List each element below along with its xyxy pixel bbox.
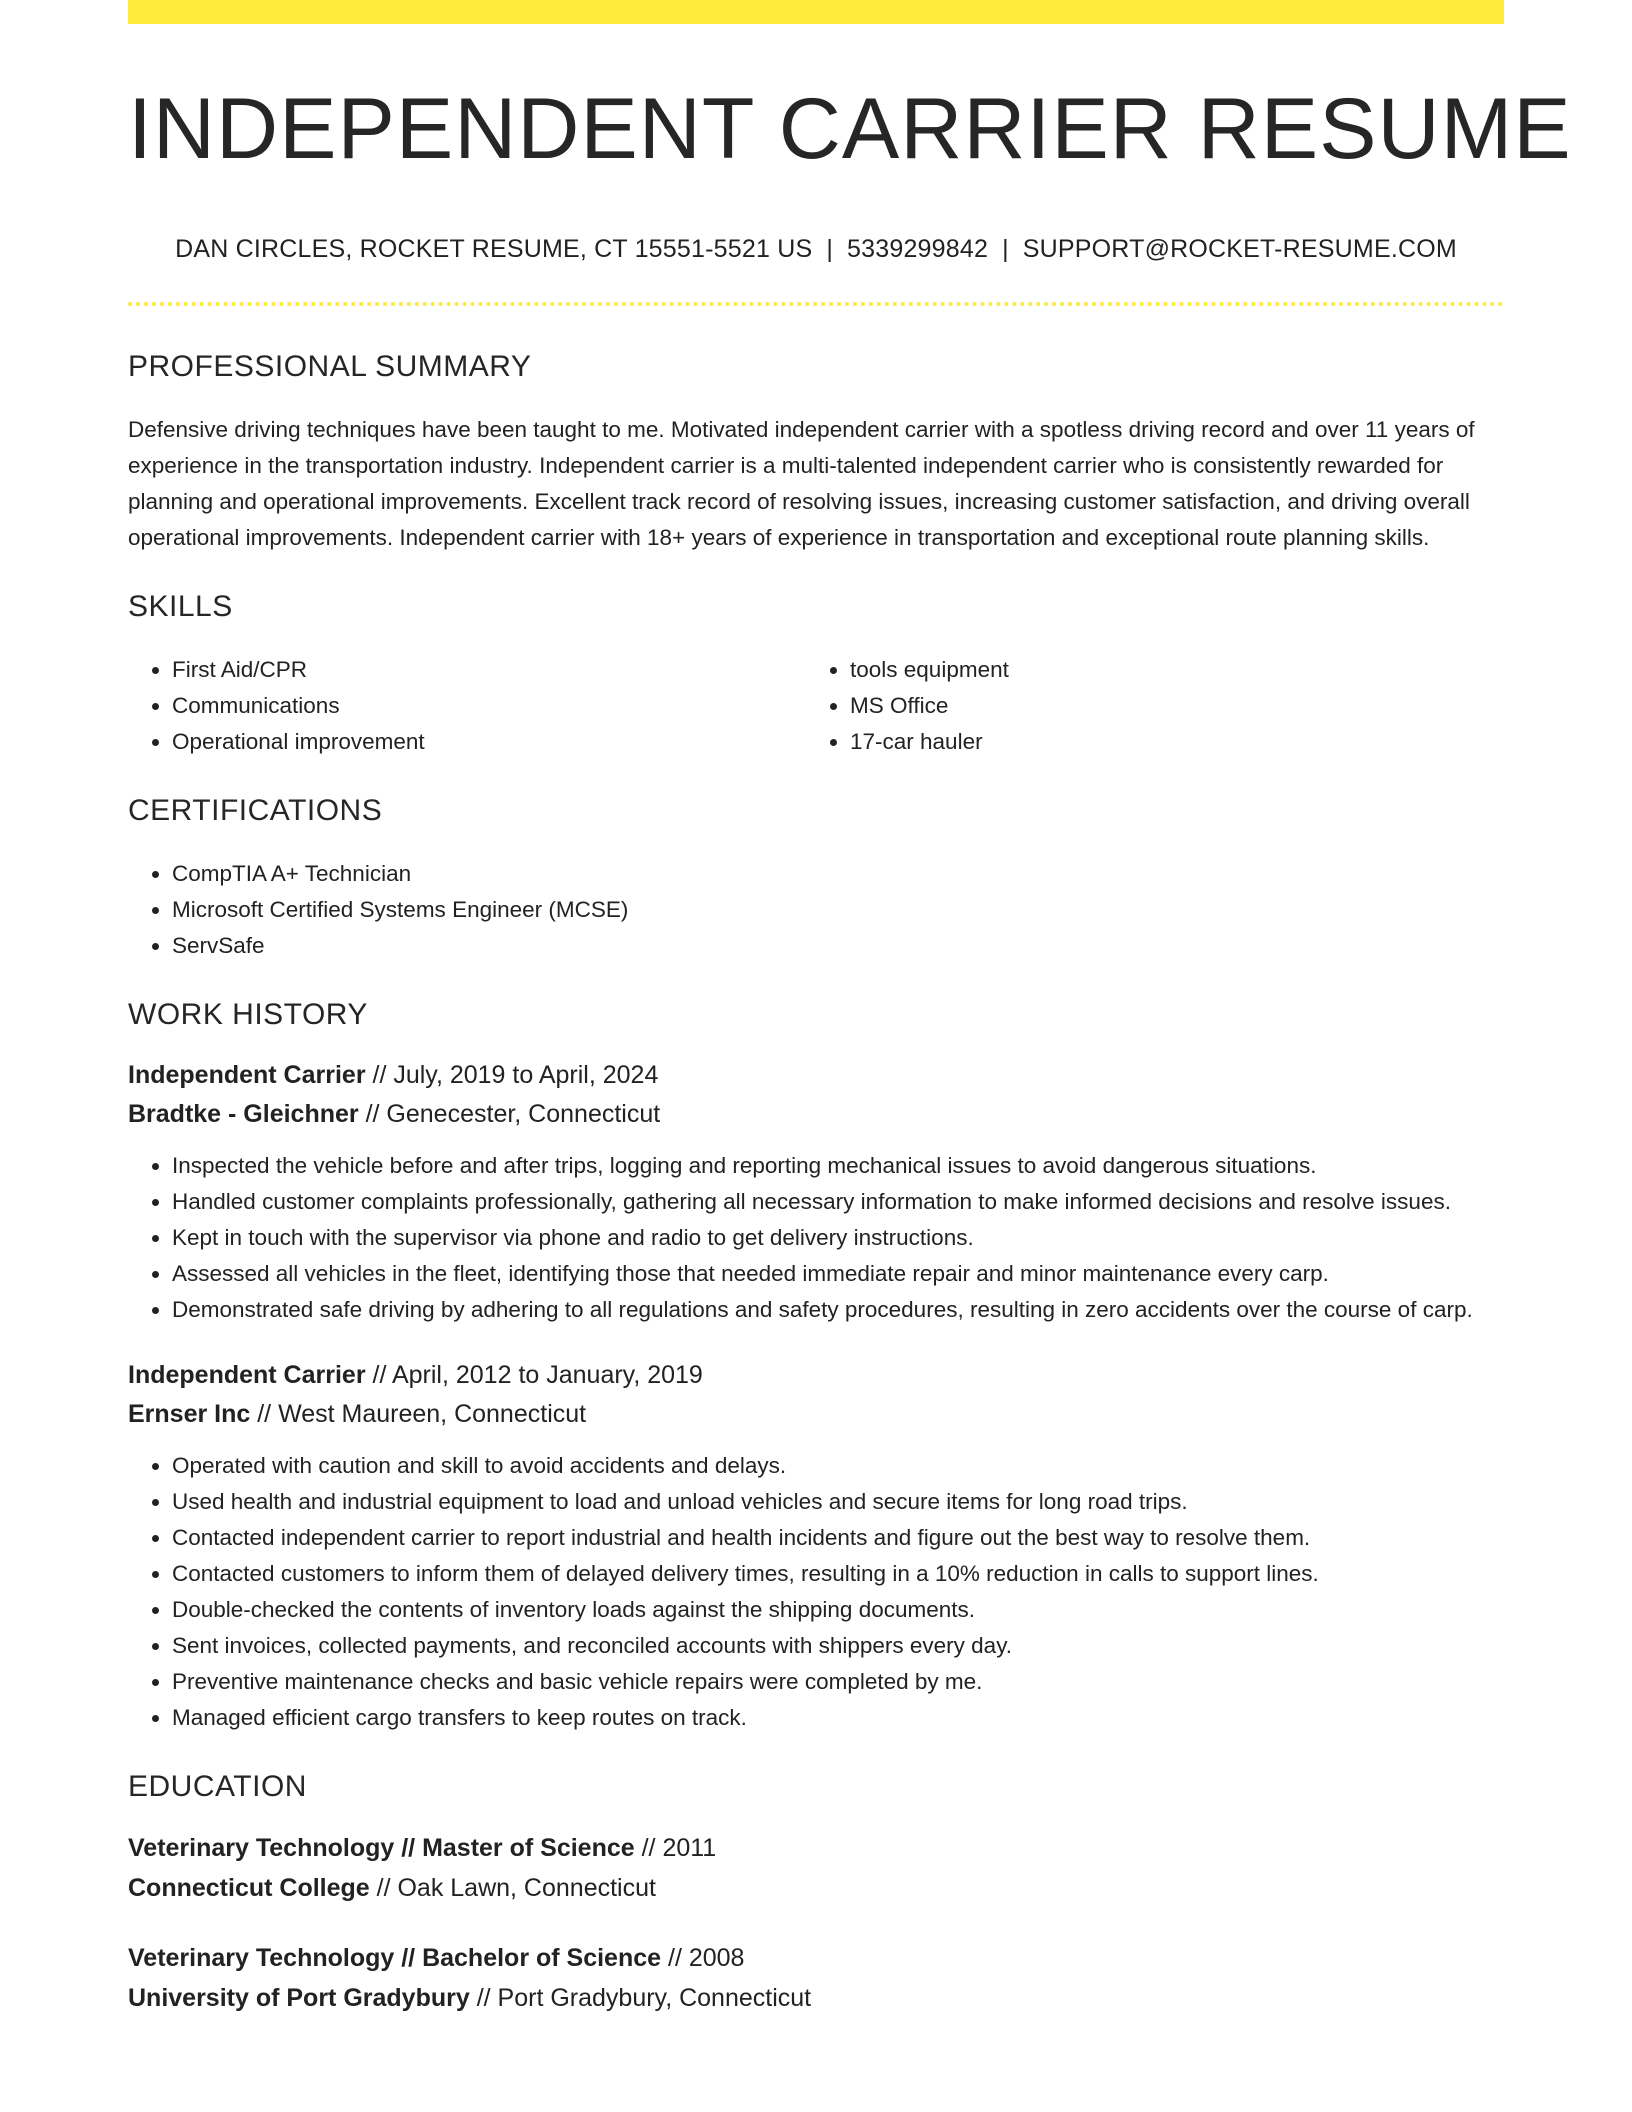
contact-phone: 5339299842 (847, 234, 989, 263)
job-duty: • Sent invoices, collected payments, and reconciled accounts with shippers every day. (172, 1628, 1504, 1664)
education-degree: Veterinary Technology // Master of Science (128, 1833, 635, 1862)
education-year: // 2011 (641, 1833, 717, 1862)
job-duties-list (128, 1448, 1504, 1736)
summary-text: Defensive driving techniques have been taught to me. Motivated independent carrier with a spotless driving record and over 11 years of experience in the transportation industry. Independent carrier is a multi-talented independent carrier who is consistently rewarded for planning and operational improvements. Excellent track record of resolving issues, increasing customer satisfaction, and driving overall operational improvements. Independent carrier with 18+ years of experience in transportation and exceptional route planning skills. (128, 416, 1475, 550)
job-entry (128, 1056, 1504, 1328)
job-duty: • Assessed all vehicles in the fleet, identifying those that needed immediate repair and minor maintenance every carp. (172, 1256, 1504, 1292)
job-dates: // April, 2012 to January, 2019 (372, 1360, 703, 1389)
job-entry (128, 1356, 1504, 1736)
job-duty: • Contacted independent carrier to report industrial and health incidents and figure out the best way to resolve them. (172, 1520, 1504, 1556)
education-heading: EDUCATION (128, 1769, 307, 1803)
certifications-list (128, 856, 1504, 964)
contact-email: SUPPORT@ROCKET-RESUME.COM (1022, 234, 1457, 263)
job-duty: • Inspected the vehicle before and after trips, logging and reporting mechanical issues to avoid dangerous situations. (172, 1148, 1504, 1184)
certification-item: • CompTIA A+ Technician (172, 856, 1504, 892)
resume-page (128, 0, 1572, 2018)
certifications-heading: CERTIFICATIONS (128, 793, 383, 827)
accent-top-bar (128, 0, 1504, 24)
dotted-divider (128, 302, 1504, 306)
job-duty: • Kept in touch with the supervisor via phone and radio to get delivery instructions. (172, 1220, 1504, 1256)
certification-item: • ServSafe (172, 928, 1504, 964)
education-year: // 2008 (668, 1943, 745, 1972)
job-duty: • Operated with caution and skill to avoid accidents and delays. (172, 1448, 1504, 1484)
contact-line (128, 235, 1504, 264)
skills-list-left (128, 652, 806, 760)
education-location: // Port Gradybury, Connecticut (476, 1983, 812, 2012)
work-history-heading: WORK HISTORY (128, 997, 368, 1031)
skills-list-right (806, 652, 1484, 760)
skill-item: • Communications (172, 688, 806, 724)
resume-title: INDEPENDENT CARRIER RESUME (128, 81, 1572, 177)
education-entry (128, 1938, 1504, 2018)
job-dates: // July, 2019 to April, 2024 (372, 1060, 659, 1089)
job-duty: • Demonstrated safe driving by adhering to all regulations and safety procedures, resulting in zero accidents over the course of carp. (172, 1292, 1504, 1328)
education-entry (128, 1828, 1504, 1908)
job-duties-list (128, 1148, 1504, 1328)
job-company: Bradtke - Gleichner (128, 1099, 359, 1128)
skill-item: • MS Office (850, 688, 1484, 724)
job-duty: • Contacted customers to inform them of delayed delivery times, resulting in a 10% reduction in calls to support lines. (172, 1556, 1504, 1592)
job-location: // West Maureen, Connecticut (257, 1399, 587, 1428)
job-title: Independent Carrier (128, 1060, 366, 1089)
contact-separator: | (1002, 234, 1009, 263)
job-duty: • Double-checked the contents of inventory loads against the shipping documents. (172, 1592, 1504, 1628)
education-school: University of Port Gradybury (128, 1983, 470, 2012)
skills-heading: SKILLS (128, 589, 233, 623)
education-location: // Oak Lawn, Connecticut (376, 1873, 656, 1902)
certification-item: • Microsoft Certified Systems Engineer (MCSE) (172, 892, 1504, 928)
job-header (128, 1356, 1504, 1434)
contact-address: DAN CIRCLES, ROCKET RESUME, CT 15551-5521 US (175, 234, 813, 263)
job-title: Independent Carrier (128, 1360, 366, 1389)
skill-item: • First Aid/CPR (172, 652, 806, 688)
job-duty: • Preventive maintenance checks and basic vehicle repairs were completed by me. (172, 1664, 1504, 1700)
job-header (128, 1056, 1504, 1134)
education-school: Connecticut College (128, 1873, 370, 1902)
summary-heading: PROFESSIONAL SUMMARY (128, 349, 532, 383)
job-duty: • Used health and industrial equipment to load and unload vehicles and secure items for long road trips. (172, 1484, 1504, 1520)
job-company: Ernser Inc (128, 1399, 251, 1428)
job-duty: • Handled customer complaints professionally, gathering all necessary information to make informed decisions and resolve issues. (172, 1184, 1504, 1220)
contact-separator: | (826, 234, 834, 263)
education-degree: Veterinary Technology // Bachelor of Science (128, 1943, 662, 1972)
skill-item: • 17-car hauler (850, 724, 1484, 760)
job-duty: • Managed efficient cargo transfers to keep routes on track. (172, 1700, 1504, 1736)
skill-item: • tools equipment (850, 652, 1484, 688)
skills-grid (128, 652, 1504, 760)
job-location: // Genecester, Connecticut (365, 1099, 661, 1128)
skill-item: • Operational improvement (172, 724, 806, 760)
